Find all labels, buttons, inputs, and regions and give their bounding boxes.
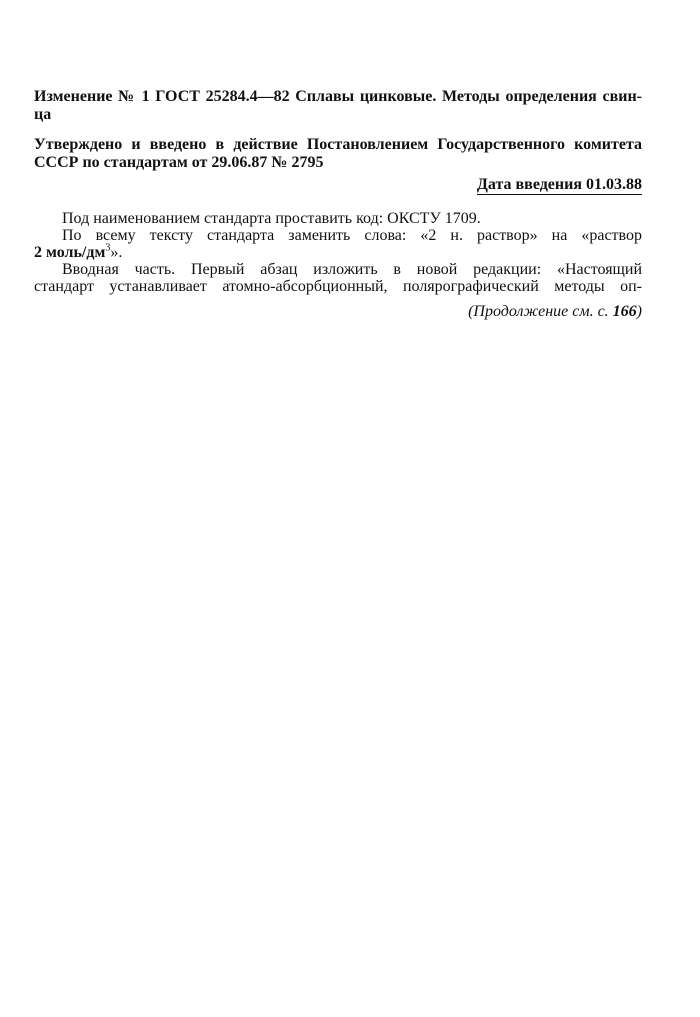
continuation-note [34, 303, 642, 321]
unit-superscript: 3 [105, 242, 111, 254]
approval-line2: СССР по стандартам от 29.06.87 № 2795 [34, 154, 324, 171]
paragraph-okstu-code: Под наименованием стандарта проставить код: ОКСТУ 1709. [62, 210, 481, 227]
paragraph-intro-line1: Вводная часть. Первый абзац изложить в новой редакции: «Настоящий [62, 261, 642, 278]
effective-date-text: Дата введения 01.03.88 [476, 176, 642, 193]
approval-line1: Утверждено и введено в действие Постановлением Государственного комитета [34, 136, 642, 153]
continuation-text: (Продолжение см. с. [468, 303, 609, 320]
paragraph-intro-line2: стандарт устанавливает атомно-абсорбционный, полярографический методы оп- [34, 278, 642, 295]
approval-statement [34, 136, 642, 172]
paragraph-intro-part [34, 261, 642, 295]
paragraph-replace-words-line1: По всему тексту стандарта заменить слова: «2 н. раствор» на «раствор [62, 227, 642, 244]
continuation-close: ) [636, 303, 642, 320]
amendment-body [34, 210, 642, 295]
effective-date [34, 176, 642, 194]
unit-prefix: 2 моль/дм [34, 244, 106, 261]
continuation-page: 166 [612, 303, 637, 320]
document-page [34, 88, 642, 321]
amendment-title [34, 88, 642, 124]
amendment-title-line2: ца [34, 106, 52, 123]
unit-suffix: ». [110, 244, 123, 261]
paragraph-replace-words [34, 227, 642, 261]
paragraph-replace-words-line2 [34, 244, 642, 261]
amendment-title-line1: Изменение № 1 ГОСТ 25284.4—82 Сплавы цинковые. Методы определения свин- [34, 88, 642, 105]
